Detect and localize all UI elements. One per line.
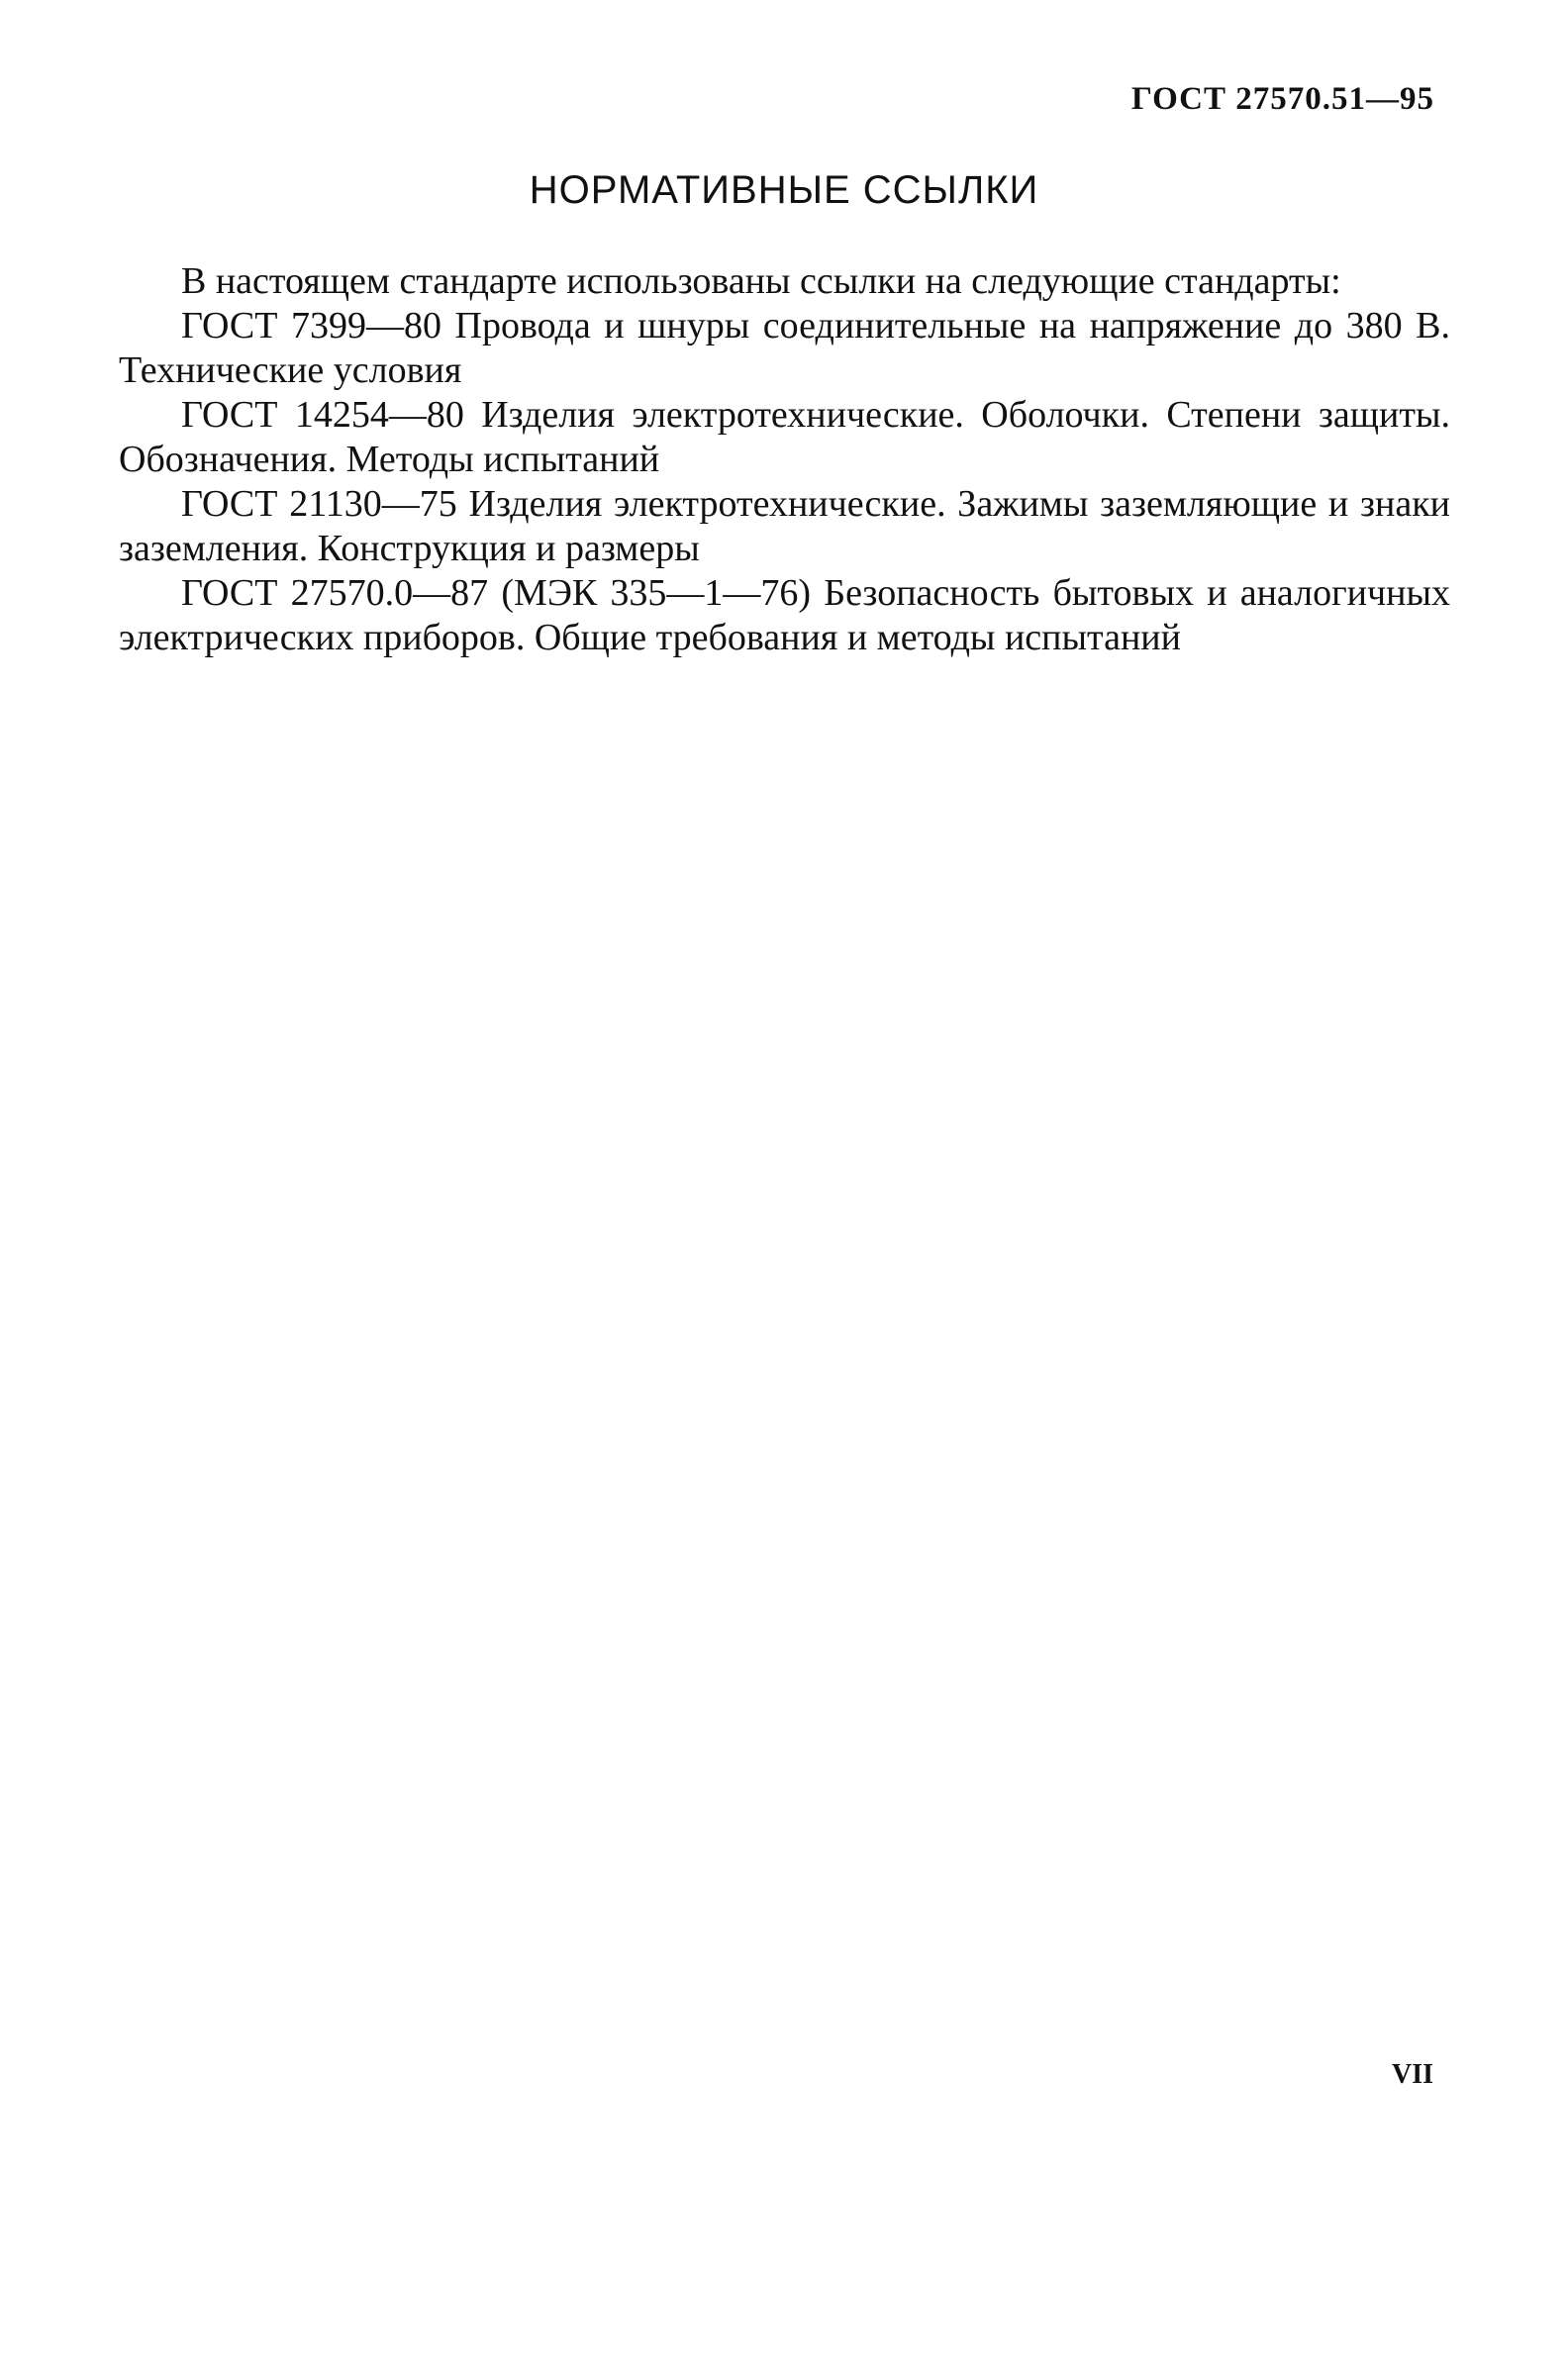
reference-gost-21130: ГОСТ 21130—75 Изделия электротехнические. Зажимы заземляющие и знаки заземления. Конструкция и размеры bbox=[119, 483, 1450, 569]
reference-gost-27570-0: ГОСТ 27570.0—87 (МЭК 335—1—76) Безопасность бытовых и аналогичных электрических приборов. Общие требования и методы испытаний bbox=[119, 572, 1450, 658]
reference-gost-7399: ГОСТ 7399—80 Провода и шнуры соединительные на напряжение до 380 В. Технические условия bbox=[119, 305, 1450, 391]
references-body bbox=[119, 259, 1450, 660]
document-code: ГОСТ 27570.51—95 bbox=[1130, 81, 1434, 117]
reference-gost-14254: ГОСТ 14254—80 Изделия электротехнические. Оболочки. Степени защиты. Обозначения. Методы испытаний bbox=[119, 394, 1450, 480]
page-number: VII bbox=[1391, 2059, 1433, 2090]
section-title: НОРМАТИВНЫЕ ССЫЛКИ bbox=[529, 168, 1039, 212]
intro-paragraph: В настоящем стандарте использованы ссылки на следующие стандарты: bbox=[181, 260, 1341, 302]
